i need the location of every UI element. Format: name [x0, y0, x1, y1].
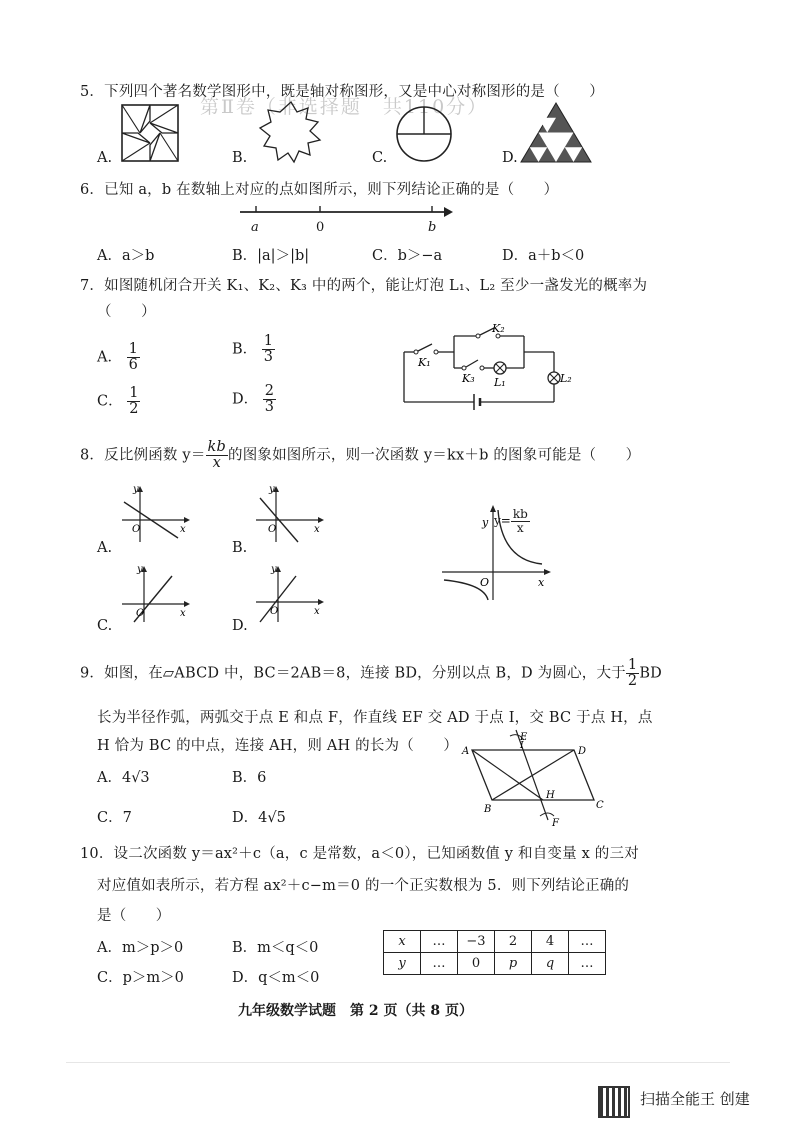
q8-stem-post: 的图象如图所示，则一次函数 y＝kx＋b 的图象可能是（ ） — [228, 447, 641, 464]
q6-option-a: A．a＞b — [97, 248, 155, 264]
table-cell: … — [569, 931, 606, 953]
table-cell: x — [384, 931, 421, 953]
q7-option-d-numerator: 2 — [264, 383, 274, 399]
q6-number-line — [236, 198, 454, 236]
q6-option-c: C．b＞−a — [372, 248, 443, 264]
table-row — [384, 953, 606, 975]
q7-option-c-denominator: 2 — [129, 401, 139, 418]
q5-sierpinski-triangle-figure — [518, 100, 594, 166]
q5-divided-circle-figure — [392, 103, 458, 165]
watermark-text: 扫描全能王 创建 — [640, 1090, 750, 1108]
q6-point-b-label: b — [428, 220, 437, 235]
q8-hyperbola-eq-prefix: y= — [494, 513, 511, 528]
q8c-origin-label: O — [136, 608, 145, 619]
q7-stem: 7．如图随机闭合开关 K₁、K₂、K₃ 中的两个，能让灯泡 L₁、L₂ 至少一盏发光的概率为 — [80, 278, 648, 294]
q7-k1-label: K₁ — [418, 356, 431, 369]
q8-hyperbola-equation — [494, 508, 530, 534]
q7-option-c-label: C． — [97, 393, 123, 410]
q7-option-d-denominator: 3 — [264, 399, 274, 416]
q5-option-b-label: B. — [232, 150, 248, 166]
table-cell: y — [384, 953, 421, 975]
table-cell: p — [495, 953, 532, 975]
q5-koch-snowflake-figure — [252, 98, 330, 168]
q10-option-d: D．q＜m＜0 — [232, 970, 320, 986]
q7-option-c-numerator: 1 — [129, 385, 139, 401]
q10-option-c: C．p＞m＞0 — [97, 970, 184, 986]
q8-option-d-graph — [250, 562, 326, 624]
page-footer: 九年级数学试题 第 2 页（共 8 页） — [238, 1003, 473, 1019]
q9-line-1 — [80, 658, 662, 689]
q8-option-b-label: B. — [232, 540, 248, 556]
q7-l1-label: L₁ — [494, 376, 506, 389]
q7-circuit-diagram — [392, 322, 572, 414]
q10-line-1: 10．设二次函数 y＝ax²＋c（a，c 是常数，a＜0），已知函数值 y 和自变量 x 的三对 — [80, 846, 639, 862]
table-cell: … — [421, 953, 458, 975]
q10-line-3: 是（ ） — [97, 908, 171, 924]
q8-frac-numerator: kb — [207, 439, 226, 455]
q10-value-table — [383, 930, 606, 975]
q8-stem — [80, 440, 640, 471]
q5-option-a-label: A. — [97, 150, 113, 166]
table-row — [384, 931, 606, 953]
q9-option-a: A．4√3 — [97, 770, 150, 786]
q8-hyperbola-y-label: y — [482, 516, 489, 529]
q7-option-b-label: B． — [232, 341, 258, 358]
q8-option-c-label: C. — [97, 618, 113, 634]
q5-option-c-label: C. — [372, 150, 388, 166]
q9-option-d: D．4√5 — [232, 810, 286, 826]
q7-option-b-numerator: 1 — [263, 333, 273, 349]
q6-option-d: D．a＋b＜0 — [502, 248, 585, 264]
q6-origin-label: 0 — [316, 220, 325, 235]
q7-option-a-numerator: 1 — [128, 341, 138, 357]
page-bottom-divider — [66, 1062, 730, 1063]
q8-hyperbola-eq-denominator: x — [516, 520, 524, 535]
q6-point-a-label: a — [251, 220, 259, 235]
table-cell: q — [532, 953, 569, 975]
table-cell: … — [569, 953, 606, 975]
q8b-origin-label: O — [268, 524, 277, 535]
q9-frac-denominator: 2 — [627, 673, 638, 690]
q5-stem: 5．下列四个著名数学图形中，既是轴对称图形，又是中心对称图形的是（ ） — [80, 84, 604, 100]
q9-line-2: 长为半径作弧，两弧交于点 E 和点 F，作直线 EF 交 AD 于点 I，交 BC 于点 H，点 — [97, 710, 653, 726]
q5-pinwheel-square-figure — [120, 103, 182, 165]
q7-option-d — [232, 384, 276, 415]
q8-option-a-graph — [116, 482, 192, 544]
q10-option-a: A．m＞p＞0 — [97, 940, 184, 956]
q8a-origin-label: O — [132, 524, 141, 535]
q8b-y-label: y — [269, 484, 275, 495]
q7-k3-label: K₃ — [462, 372, 475, 385]
q8-option-d-label: D. — [232, 618, 248, 634]
table-cell: 4 — [532, 931, 569, 953]
q7-option-b-denominator: 3 — [263, 349, 273, 366]
q9-frac-numerator: 1 — [627, 657, 638, 673]
q8-stem-pre: 8．反比例函数 y＝ — [80, 447, 206, 464]
bleed-through-heading: 第Ⅱ卷（非选择题 共110分） — [200, 96, 489, 118]
qr-code-icon — [598, 1086, 630, 1118]
q9-point-e-label: E — [520, 732, 528, 743]
table-cell: 0 — [458, 953, 495, 975]
q8b-x-label: x — [314, 524, 320, 535]
q7-option-a-label: A． — [97, 349, 122, 366]
q8-option-a-label: A. — [97, 540, 113, 556]
q9-line-3: H 恰为 BC 的中点，连接 AH，则 AH 的长为（ ） — [97, 738, 459, 754]
q8c-y-label: y — [137, 564, 143, 575]
q9-line-1-pre: 9．如图，在▱ABCD 中，BC＝2AB＝8，连接 BD，分别以点 B，D 为圆心，大于 — [80, 665, 626, 682]
q7-option-b — [232, 334, 275, 365]
q7-option-a-denominator: 6 — [128, 357, 138, 374]
q8-hyperbola-eq-numerator: kb — [512, 507, 528, 521]
q9-option-c: C．7 — [97, 810, 132, 826]
q9-point-b-label: B — [484, 804, 492, 815]
q7-answer-blank: （ ） — [97, 304, 156, 320]
q7-option-d-label: D． — [232, 391, 259, 408]
q6-stem: 6．已知 a，b 在数轴上对应的点如图所示，则下列结论正确的是（ ） — [80, 182, 559, 198]
q9-point-h-label: H — [546, 790, 555, 801]
q10-option-b: B．m＜q＜0 — [232, 940, 319, 956]
q8-frac-denominator: x — [212, 455, 221, 472]
q9-point-d-label: D — [578, 746, 587, 757]
q9-option-b: B．6 — [232, 770, 267, 786]
q6-option-b: B．|a|＞|b| — [232, 248, 310, 264]
q8d-y-label: y — [271, 564, 277, 575]
q7-k2-label: K₂ — [492, 322, 505, 335]
q9-point-a-label: A — [462, 746, 470, 757]
q8c-x-label: x — [180, 608, 186, 619]
q9-line-1-post: BD — [639, 665, 663, 682]
q7-option-c — [97, 386, 140, 417]
q8-hyperbola-x-label: x — [538, 576, 545, 589]
q8d-origin-label: O — [270, 606, 279, 617]
q8a-y-label: y — [133, 484, 139, 495]
q9-point-i-label: I — [520, 741, 524, 751]
q9-point-c-label: C — [596, 800, 604, 811]
q7-option-a — [97, 342, 140, 373]
q8-option-b-graph — [250, 482, 326, 544]
table-cell: −3 — [458, 931, 495, 953]
q8a-x-label: x — [180, 524, 186, 535]
table-cell: 2 — [495, 931, 532, 953]
q8d-x-label: x — [314, 606, 320, 617]
q5-option-d-label: D. — [502, 150, 518, 166]
q8-hyperbola-origin-label: O — [480, 576, 490, 589]
table-cell: … — [421, 931, 458, 953]
q9-parallelogram-figure — [458, 728, 608, 828]
q7-l2-label: L₂ — [560, 372, 572, 385]
q10-line-2: 对应值如表所示，若方程 ax²＋c−m＝0 的一个正实数根为 5．则下列结论正确的 — [97, 878, 630, 894]
q8-option-c-graph — [116, 562, 192, 624]
q9-point-f-label: F — [552, 818, 559, 828]
